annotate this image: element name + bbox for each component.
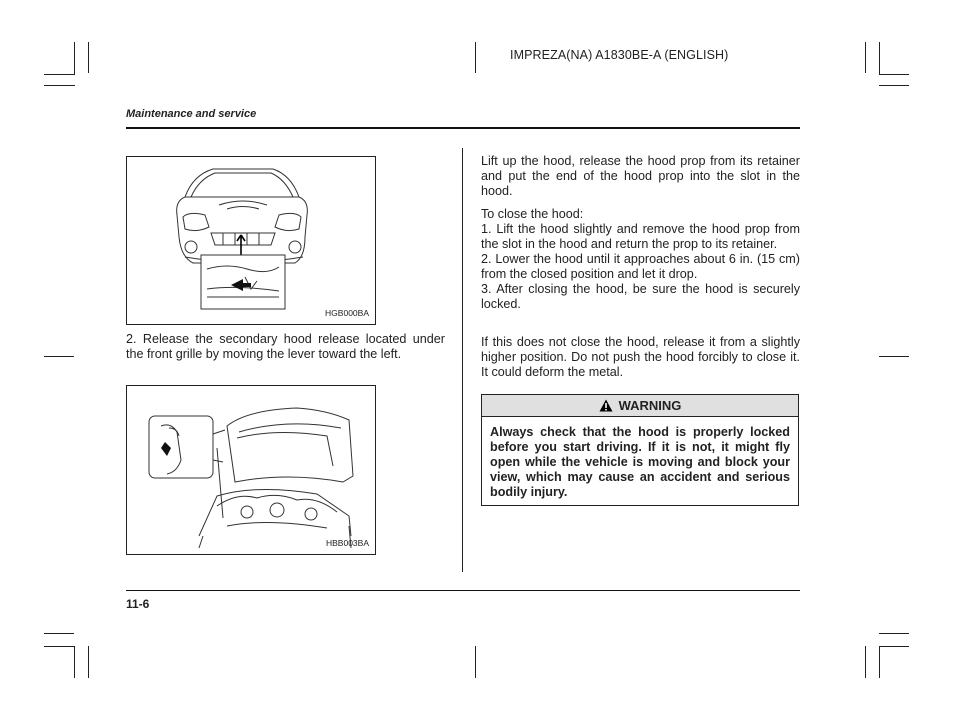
step-2-text: 2. Release the secondary hood release located under the front grille by moving the lever toward the left. bbox=[126, 332, 445, 361]
footer-rule bbox=[126, 590, 800, 591]
page-number: 11-6 bbox=[126, 597, 150, 611]
header-rule bbox=[126, 127, 800, 129]
close-note-paragraph: If this does not close the hood, release it from a slightly higher position. Do not push the hood forcibly to close it. It could deform the metal. bbox=[481, 335, 800, 379]
figure-code: HGB000BA bbox=[325, 308, 369, 318]
close-step-1: 1. Lift the hood slightly and remove the hood prop from the slot in the hood and return the prop to its retainer. bbox=[481, 222, 800, 251]
figure-open-hood bbox=[126, 385, 376, 555]
warning-title: WARNING bbox=[618, 398, 682, 413]
warning-triangle-icon bbox=[599, 399, 613, 412]
warning-text: Always check that the hood is properly locked before you start driving. If it is not, it might fly open while the vehicle is moving and block your view, which may cause an accident and serious bodily injury. bbox=[490, 425, 790, 499]
document-code: IMPREZA(NA) A1830BE-A (ENGLISH) bbox=[510, 48, 729, 62]
warning-header bbox=[482, 395, 798, 417]
warning-box bbox=[481, 394, 799, 506]
close-hood-instructions bbox=[481, 207, 800, 312]
close-step-3: 3. After closing the hood, be sure the hood is securely locked. bbox=[481, 282, 800, 311]
figure-car-front bbox=[126, 156, 376, 325]
close-heading: To close the hood: bbox=[481, 207, 584, 221]
section-title: Maintenance and service bbox=[126, 108, 257, 120]
close-step-2: 2. Lower the hood until it approaches about 6 in. (15 cm) from the closed position and let it drop. bbox=[481, 252, 800, 281]
figure-code: HBB003BA bbox=[326, 538, 369, 548]
column-divider bbox=[462, 148, 463, 572]
open-hood-illustration bbox=[127, 386, 375, 554]
car-front-illustration bbox=[127, 157, 375, 324]
hood-lift-paragraph: Lift up the hood, release the hood prop from its retainer and put the end of the hood prop into the slot in the hood. bbox=[481, 154, 800, 198]
